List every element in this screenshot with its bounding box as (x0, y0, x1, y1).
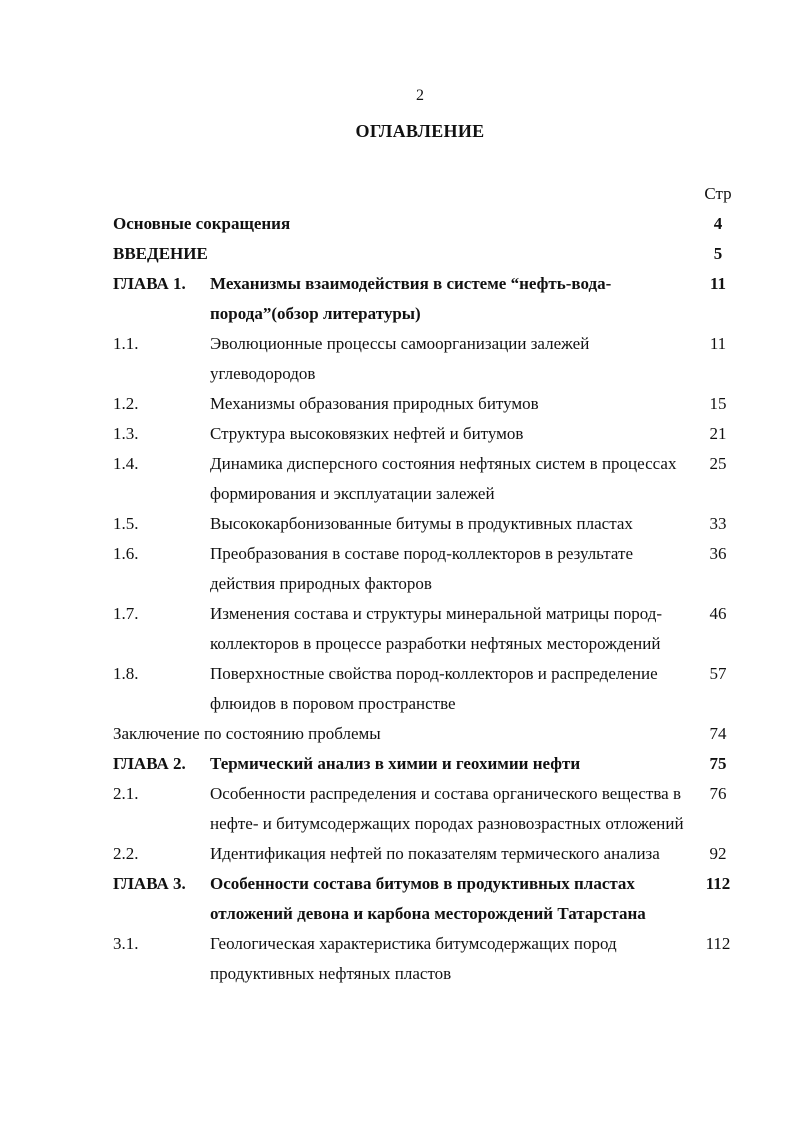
toc-entry (0, 779, 793, 839)
toc-entry-page: 21 (709, 424, 727, 443)
toc-entry-number: 3.1. (113, 934, 139, 953)
toc-entry-number: 1.8. (113, 664, 139, 683)
toc-entry-title: Термический анализ в химии и геохимии нефти (210, 754, 581, 773)
toc-entry (0, 419, 793, 449)
page-column-header: Стр (704, 184, 732, 203)
toc-entry-page: 92 (709, 844, 727, 863)
toc-entry-number: 2.2. (113, 844, 139, 863)
toc-entry (0, 869, 793, 929)
toc-entry (0, 449, 793, 509)
toc-entry-page: 25 (709, 454, 727, 473)
toc-entry-title: Изменения состава и структуры минеральной матрицы пород-коллекторов в процессе разработки нефтяных месторождений (210, 604, 663, 653)
toc-entry-title: Механизмы образования природных битумов (210, 394, 539, 413)
toc-entry-number: ГЛАВА 2. (113, 754, 186, 773)
toc-entry-title: Поверхностные свойства пород-коллекторов и распределение флюидов в поровом пространстве (210, 664, 658, 713)
page-number: 2 (416, 87, 424, 104)
toc-entry-page: 74 (709, 724, 727, 743)
toc-entry (0, 659, 793, 719)
toc-entry-number: ГЛАВА 3. (113, 874, 186, 893)
toc-entry-title: Механизмы взаимодействия в системе “нефть-вода-порода”(обзор литературы) (210, 274, 612, 323)
toc-entry (0, 749, 793, 779)
toc-entry (0, 719, 793, 749)
toc-entry-number: ГЛАВА 1. (113, 274, 186, 293)
toc-entry-number: 1.7. (113, 604, 139, 623)
toc-entry (0, 269, 793, 329)
toc-entry-number: 1.4. (113, 454, 139, 473)
toc-entry-page: 4 (713, 214, 723, 233)
toc-entry-title: Основные сокращения (113, 214, 291, 233)
toc-entry-page: 11 (709, 274, 727, 293)
toc-entry-page: 11 (709, 334, 727, 353)
toc-entry-page: 15 (709, 394, 727, 413)
toc-entry-page: 76 (709, 784, 727, 803)
toc-entry-number: 2.1. (113, 784, 139, 803)
toc-entry-title: ВВЕДЕНИЕ (113, 244, 208, 263)
toc-entry-page: 112 (705, 874, 731, 893)
toc-entry-page: 57 (709, 664, 727, 683)
toc-entry (0, 539, 793, 599)
toc-entry-title: Заключение по состоянию проблемы (113, 724, 381, 743)
toc-entry-title: Особенности распределения и состава органического вещества в нефте- и битумсодержащих породах разновозрастных отложений (210, 784, 684, 833)
toc-entry-title: Преобразования в составе пород-коллекторов в результате действия природных факторов (210, 544, 634, 593)
toc-entry-title: Идентификация нефтей по показателям термического анализа (210, 844, 660, 863)
toc-entry-title: Геологическая характеристика битумсодержащих пород продуктивных нефтяных пластов (210, 934, 617, 983)
toc-entry (0, 509, 793, 539)
toc-entry (0, 389, 793, 419)
toc-entry-number: 1.6. (113, 544, 139, 563)
page-title: ОГЛАВЛЕНИЕ (355, 121, 485, 141)
toc-entry-page: 36 (709, 544, 727, 563)
toc-entry-title: Динамика дисперсного состояния нефтяных систем в процессах формирования и эксплуатации залежей (210, 454, 677, 503)
toc-entry (0, 839, 793, 869)
toc-entry (0, 929, 793, 989)
toc-entry (0, 209, 793, 239)
toc-entry-title: Структура высоковязких нефтей и битумов (210, 424, 524, 443)
table-of-contents (0, 209, 793, 989)
toc-entry-title: Эволюционные процессы самоорганизации залежей углеводородов (210, 334, 590, 383)
toc-entry-page: 33 (709, 514, 727, 533)
toc-entry-number: 1.3. (113, 424, 139, 443)
toc-entry-page: 5 (713, 244, 723, 263)
toc-entry-number: 1.1. (113, 334, 139, 353)
toc-entry-title: Особенности состава битумов в продуктивных пластах отложений девона и карбона месторождений Татарстана (210, 874, 646, 923)
toc-entry (0, 599, 793, 659)
toc-entry-page: 112 (705, 934, 731, 953)
toc-entry-title: Высококарбонизованные битумы в продуктивных пластах (210, 514, 633, 533)
toc-entry (0, 329, 793, 389)
toc-entry (0, 239, 793, 269)
toc-entry-number: 1.5. (113, 514, 139, 533)
toc-entry-page: 75 (709, 754, 727, 773)
toc-entry-page: 46 (709, 604, 727, 623)
toc-entry-number: 1.2. (113, 394, 139, 413)
